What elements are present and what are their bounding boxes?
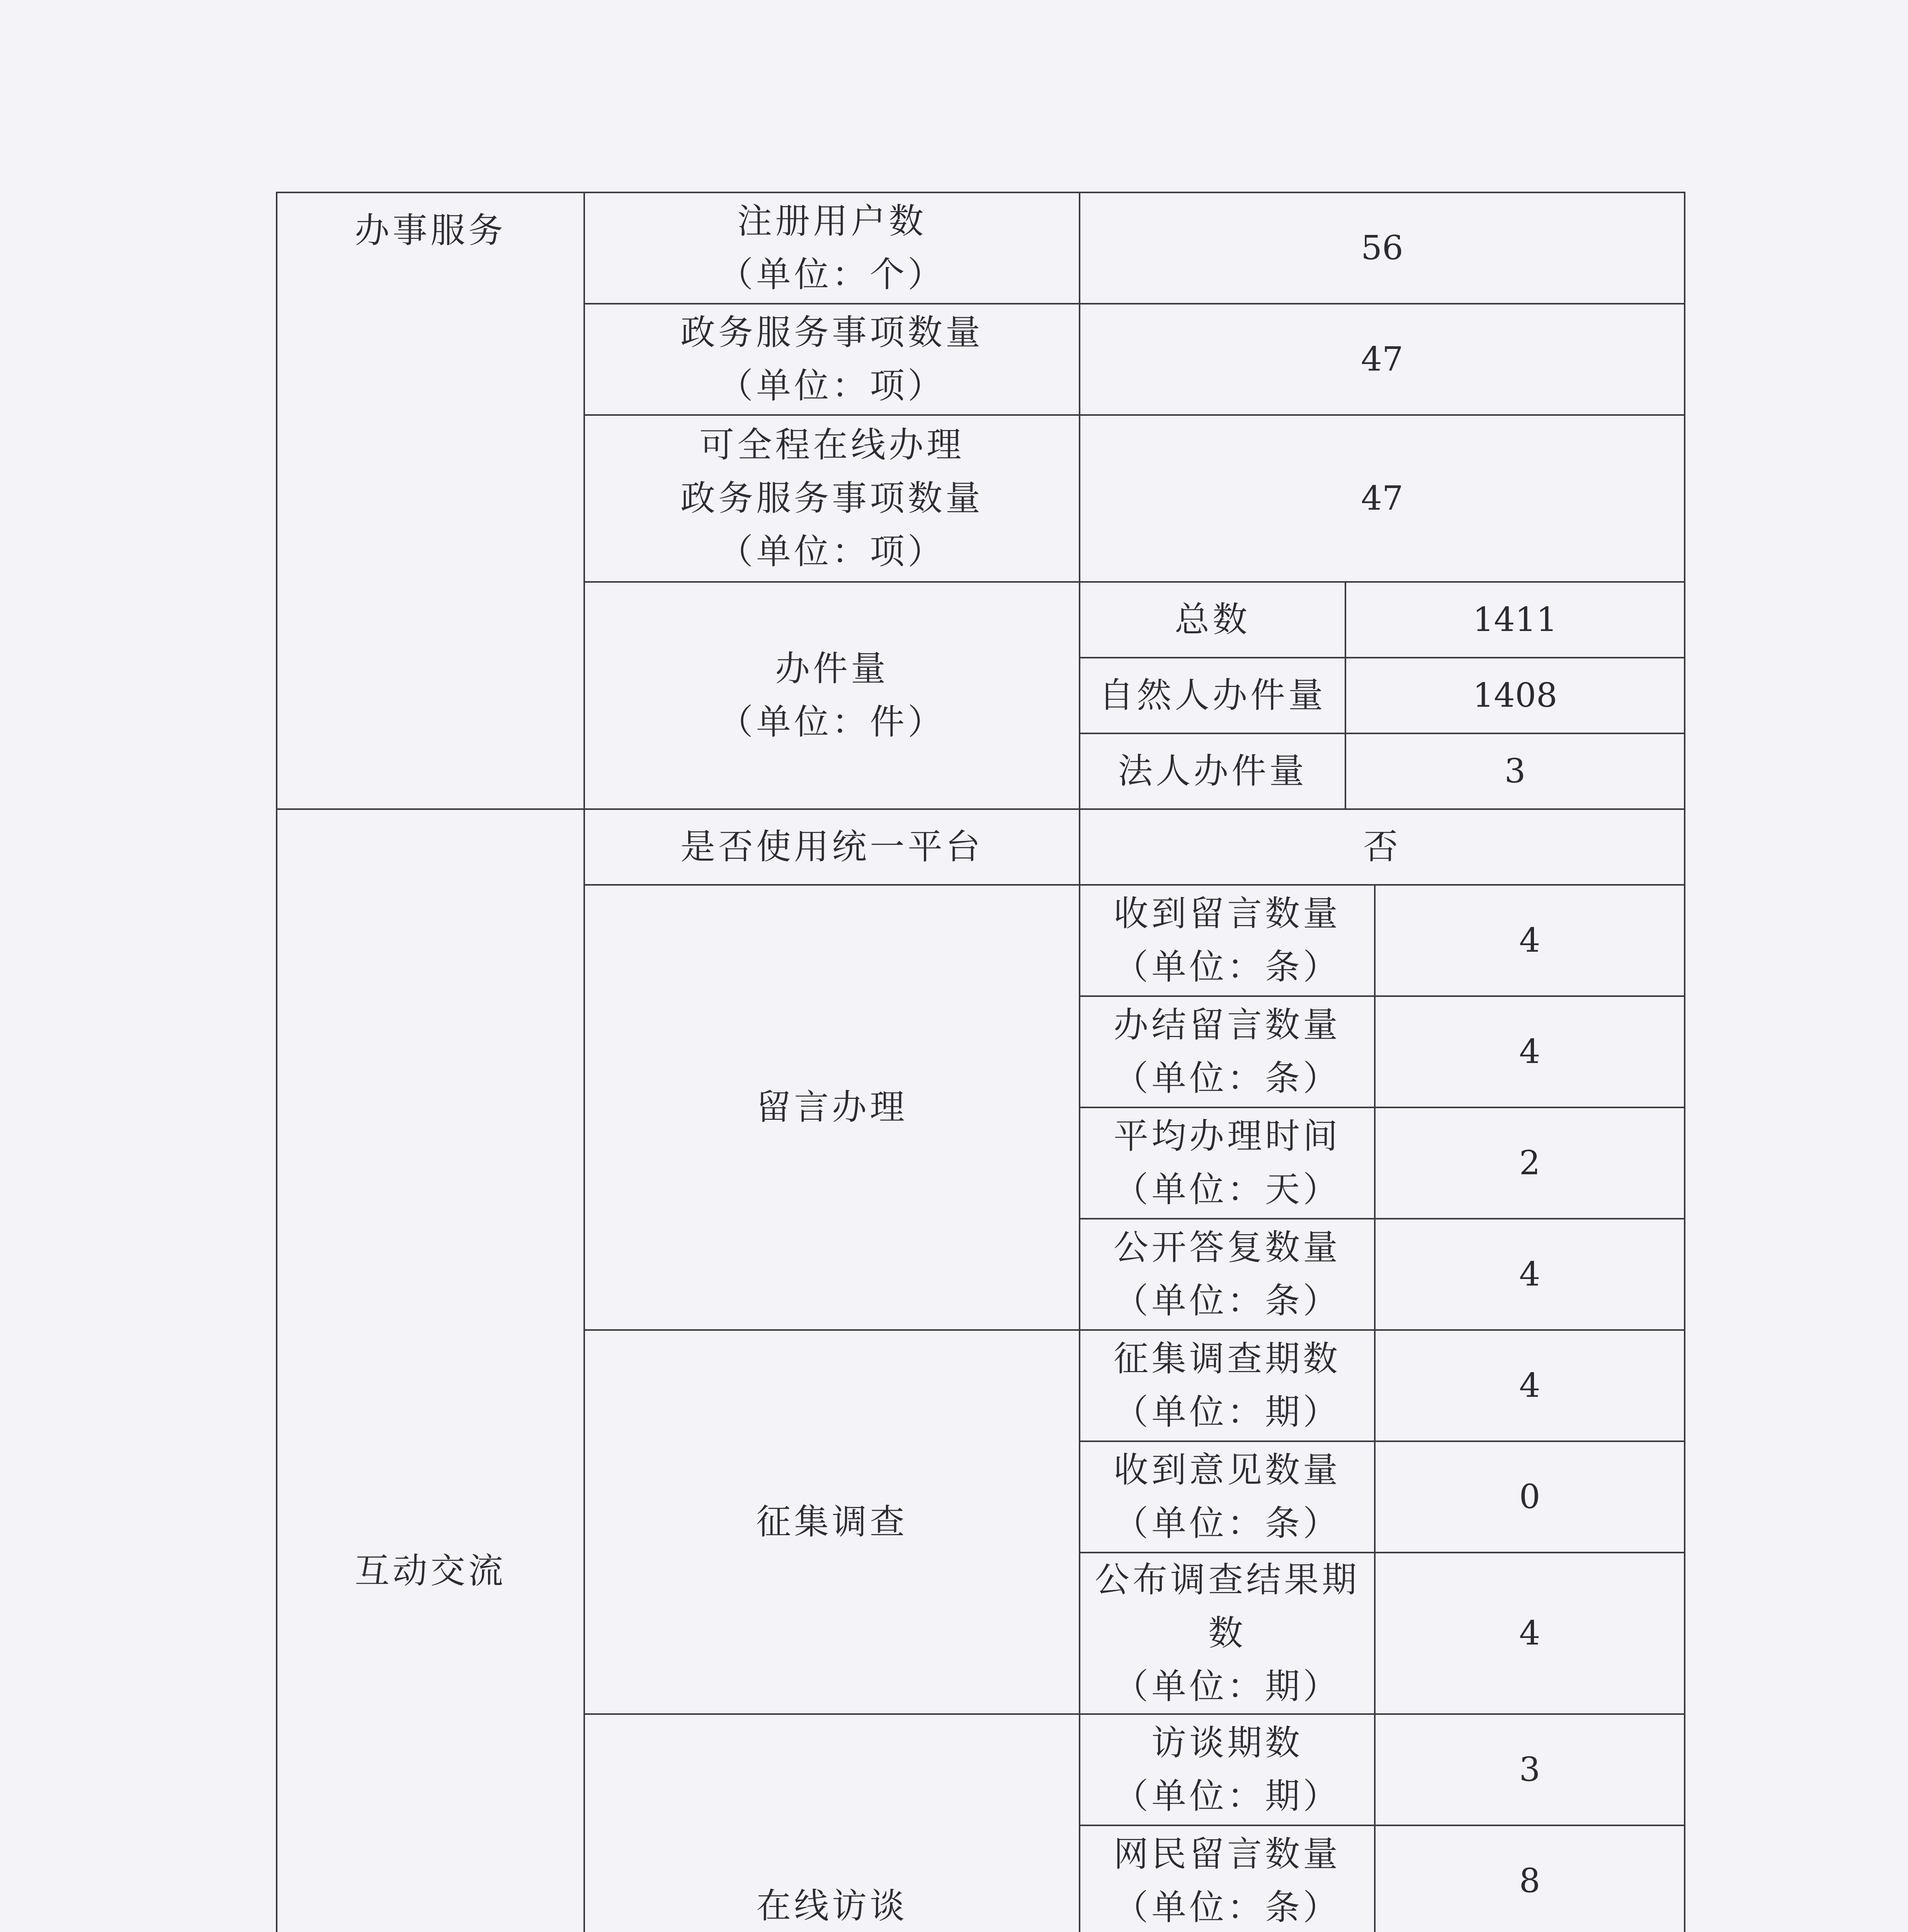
table-row <box>277 809 1685 885</box>
label-text: 注册用户数 <box>737 201 927 242</box>
cell-value: 1408 <box>1345 658 1685 733</box>
unit-text: （单位：件） <box>718 702 945 742</box>
unit-text: （单位：条） <box>1114 947 1341 987</box>
label-text: 平均办理时间 <box>1114 1116 1341 1156</box>
item-label <box>1080 1107 1375 1219</box>
cell-value: 47 <box>1080 304 1685 415</box>
label-text: 访谈期数 <box>1151 1723 1303 1763</box>
label-text: 征集调查期数 <box>1114 1338 1341 1379</box>
label-text: 收到留言数量 <box>1114 893 1341 934</box>
table-row <box>277 192 1685 304</box>
item-label <box>1080 1219 1375 1330</box>
unit-text: （单位：项） <box>718 531 945 572</box>
unit-text: （单位：期） <box>1114 1776 1341 1816</box>
unit-text: （单位：项） <box>718 366 945 406</box>
cell-value: 4 <box>1375 1219 1685 1330</box>
category-service: 办事服务 <box>277 192 584 809</box>
item-label: 法人办件量 <box>1080 733 1345 809</box>
label-text: 公开答复数量 <box>1114 1227 1341 1268</box>
item-label: 自然人办件量 <box>1080 658 1345 733</box>
label-text: 网民留言数量 <box>1114 1834 1341 1874</box>
unit-text: （单位：条） <box>1114 1887 1341 1928</box>
label-text: 政务服务事项数量 <box>680 478 983 519</box>
cell-value: 4 <box>1375 1330 1685 1441</box>
unit-text: （单位：个） <box>718 254 945 295</box>
item-label <box>1080 1441 1375 1553</box>
label-text: 可全程在线办理 <box>699 425 964 465</box>
row-label: 是否使用统一平台 <box>584 809 1080 885</box>
cell-value: 否 <box>1080 809 1685 885</box>
item-label <box>1080 885 1375 996</box>
cell-value: 8 <box>1375 1825 1685 1932</box>
unit-text: （单位：天） <box>1114 1169 1341 1210</box>
row-label <box>584 192 1080 304</box>
subcategory-interview: 在线访谈 <box>584 1714 1080 1932</box>
statistics-table <box>276 192 1685 1932</box>
cell-value: 3 <box>1375 1714 1685 1825</box>
statistics-table-container <box>276 192 1684 1932</box>
subcategory-cases <box>584 582 1080 809</box>
label-text: 收到意见数量 <box>1114 1450 1341 1490</box>
unit-text: （单位：期） <box>1114 1392 1341 1432</box>
label-text: 办件量 <box>775 648 889 689</box>
label-text: 政务服务事项数量 <box>680 312 983 353</box>
subcategory-survey: 征集调查 <box>584 1330 1080 1714</box>
item-label <box>1080 1330 1375 1441</box>
row-label <box>584 415 1080 582</box>
category-interaction: 互动交流 <box>277 809 584 1932</box>
subcategory-messages: 留言办理 <box>584 885 1080 1330</box>
cell-value: 2 <box>1375 1107 1685 1219</box>
row-label <box>584 304 1080 415</box>
cell-value: 4 <box>1375 885 1685 996</box>
cell-value: 0 <box>1375 1441 1685 1553</box>
cell-value: 4 <box>1375 996 1685 1107</box>
unit-text: （单位：条） <box>1114 1503 1341 1544</box>
cell-value: 47 <box>1080 415 1685 582</box>
item-label: 总数 <box>1080 582 1345 658</box>
item-label <box>1080 996 1375 1107</box>
cell-value: 4 <box>1375 1553 1685 1714</box>
cell-value: 3 <box>1345 733 1685 809</box>
label-text: 公布调查结果期数 <box>1095 1560 1360 1653</box>
item-label <box>1080 1714 1375 1825</box>
item-label <box>1080 1825 1375 1932</box>
label-text: 办结留言数量 <box>1114 1005 1341 1045</box>
unit-text: （单位：期） <box>1114 1666 1341 1707</box>
cell-value: 1411 <box>1345 582 1685 658</box>
unit-text: （单位：条） <box>1114 1281 1341 1321</box>
cell-value: 56 <box>1080 192 1685 304</box>
unit-text: （单位：条） <box>1114 1058 1341 1099</box>
item-label <box>1080 1553 1375 1714</box>
